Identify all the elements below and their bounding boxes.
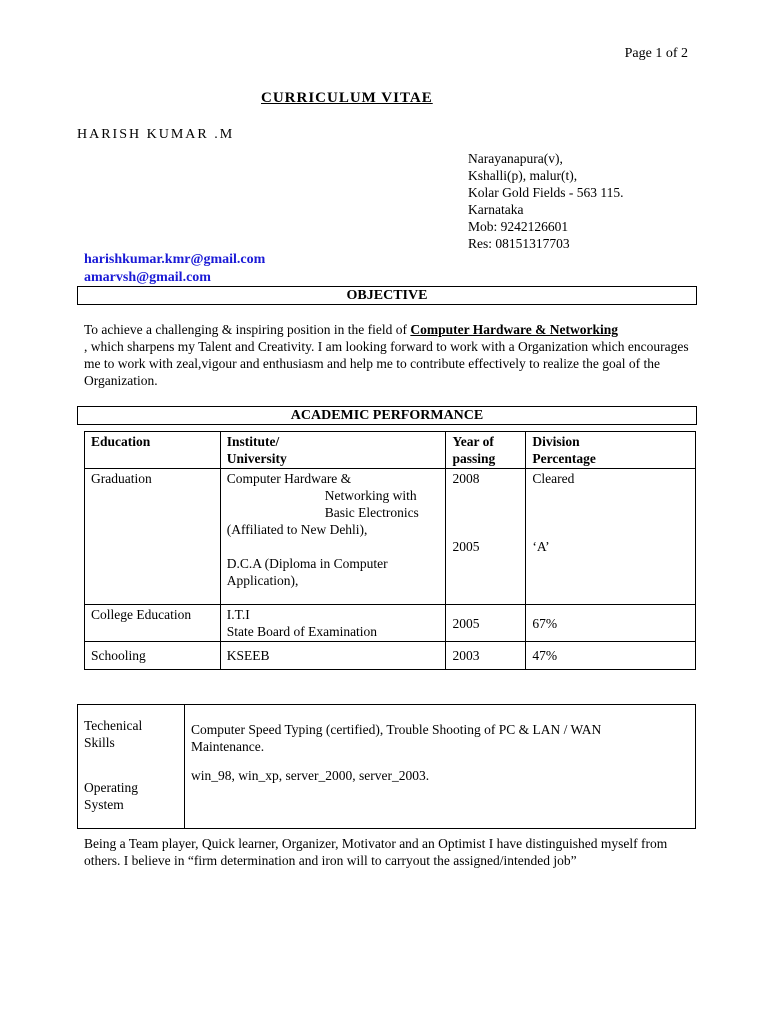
- cell-institute: I.T.I State Board of Examination: [220, 605, 446, 642]
- cell-year: 2005: [446, 605, 526, 642]
- cell-education: Graduation: [85, 469, 221, 605]
- table-row: [85, 605, 696, 642]
- skills-row: [78, 705, 696, 829]
- page-number: Page 1 of 2: [624, 46, 688, 61]
- objective-text: [84, 321, 696, 389]
- header-institute: Institute/ University: [220, 432, 446, 469]
- address-line: Karnataka: [468, 202, 524, 217]
- skills-values-cell: [185, 705, 696, 829]
- header-year: Year of passing: [446, 432, 526, 469]
- objective-text-start: To achieve a challenging & inspiring position in the field of: [84, 322, 411, 337]
- cell-division: 67%: [526, 605, 696, 642]
- email-secondary[interactable]: amarvsh@gmail.com: [84, 270, 211, 285]
- residence-number: Res: 08151317703: [468, 236, 570, 251]
- cell-division: 47%: [526, 642, 696, 670]
- document-title: CURRICULUM VITAE: [261, 90, 433, 106]
- email-primary[interactable]: harishkumar.kmr@gmail.com: [84, 252, 266, 267]
- objective-text-rest: , which sharpens my Talent and Creativity. I am looking forward to work with a Organization which encourages me to work with zeal,vigour and enthusiasm and help me to contribute effectively to realize the goal of the Organization.: [84, 339, 689, 388]
- table-row: [85, 469, 696, 605]
- technical-skills-value: Computer Speed Typing (certified), Trouble Shooting of PC & LAN / WAN Maintenance.: [191, 722, 602, 754]
- header-division: Division Percentage: [526, 432, 696, 469]
- cell-year: 2003: [446, 642, 526, 670]
- objective-highlight: Computer Hardware & Networking: [410, 322, 618, 337]
- address-line: Kolar Gold Fields - 563 115.: [468, 185, 624, 200]
- academic-table: [84, 431, 696, 670]
- candidate-name: HARISH KUMAR .M: [77, 127, 235, 142]
- mobile-number: Mob: 9242126601: [468, 219, 569, 234]
- email-block: [84, 251, 265, 287]
- closing-statement: Being a Team player, Quick learner, Organizer, Motivator and an Optimist I have distinguished myself from others. I believe in “firm determination and iron will to carryout the assigned/intended job”: [84, 836, 668, 868]
- address-line: Kshalli(p), malur(t),: [468, 168, 578, 183]
- cell-institute: Computer Hardware & Networking with Basic Electronics (Affiliated to New Dehli), D.C.A (Diploma in Computer Application),: [220, 469, 446, 605]
- operating-system-value: win_98, win_xp, server_2000, server_2003.: [191, 768, 430, 783]
- skills-labels-cell: [78, 705, 185, 829]
- cell-year: 2008 2005: [446, 469, 526, 605]
- cell-institute: KSEEB: [220, 642, 446, 670]
- academic-heading: ACADEMIC PERFORMANCE: [77, 406, 697, 425]
- technical-skills-label: Techenical Skills: [84, 718, 143, 750]
- address-line: Narayanapura(v),: [468, 151, 563, 166]
- objective-heading: OBJECTIVE: [77, 286, 697, 305]
- address-block: [468, 150, 624, 252]
- cell-division: Cleared ‘A’: [526, 469, 696, 605]
- header-education: Education: [85, 432, 221, 469]
- operating-system-label: Operating System: [84, 780, 138, 812]
- table-row: [85, 642, 696, 670]
- table-header-row: [85, 432, 696, 469]
- skills-table: [77, 704, 696, 829]
- cell-education: College Education: [85, 605, 221, 642]
- cell-education: Schooling: [85, 642, 221, 670]
